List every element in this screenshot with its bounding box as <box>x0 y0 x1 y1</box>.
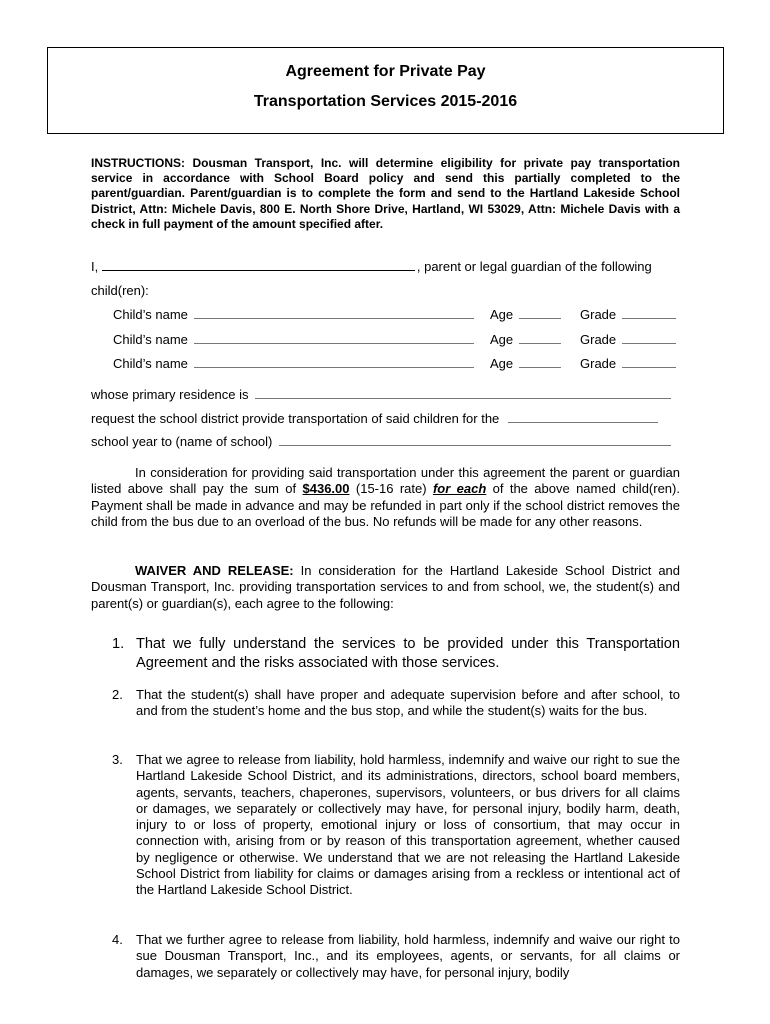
school-year-label: school year to (name of school) <box>91 434 273 449</box>
grade-label: Grade <box>580 332 617 347</box>
i-prefix: I, <box>91 259 99 274</box>
list-text: That we agree to release from liability, hold harmless, indemnify and waive our right to sue the Hartland Lakeside School District, and its administrations, directors, school board members, agents, servants, teachers, chaperones, supervisors, volunteers, or bus drivers for all claims or damages, we separately or collectively may have, for personal injury, bodily harm, death, injury to or loss of property, emotional injury or loss of consortium, that may occur in connection with, arising from or by reason of this transportation agreement, whether caused by negligence or otherwise. We understand that we are not releasing the Hartland Lakeside School District from liability for claims or damages arising from a reckless or intentional act of the Hartland Lakeside School District. <box>136 752 680 898</box>
list-number: 3. <box>112 752 123 767</box>
request-label: request the school district provide transportation of said children for the <box>91 411 500 426</box>
child-name-field-2[interactable] <box>194 331 474 344</box>
child-name-label: Child’s name <box>113 356 188 371</box>
age-label: Age <box>490 332 514 347</box>
list-item-2 <box>112 687 680 720</box>
school-name-field[interactable] <box>279 433 671 446</box>
grade-field-3[interactable] <box>622 355 676 368</box>
grade-group-2 <box>580 331 676 347</box>
age-group-1 <box>490 306 561 322</box>
page-subtitle: Transportation Services 2015-2016 <box>253 93 518 110</box>
title-box <box>47 47 724 134</box>
child-name-field-1[interactable] <box>194 306 474 319</box>
guardian-name-field[interactable] <box>102 258 415 271</box>
child-name-label: Child’s name <box>113 332 188 347</box>
consideration-text-3: of the above named child(ren). Payment shall be made in advance and may be refunded in part only if the school district removes the child from the bus due to an overload of the bus. No refunds will be made for any other reasons. <box>91 481 680 529</box>
age-field-1[interactable] <box>519 306 561 319</box>
school-year-field[interactable] <box>508 410 658 423</box>
list-number: 4. <box>112 932 123 947</box>
list-item-1 <box>112 635 680 672</box>
children-label: child(ren): <box>91 283 149 298</box>
consideration-text-2: (15-16 rate) <box>349 481 433 497</box>
age-group-2 <box>490 331 561 347</box>
list-text: That we further agree to release from liability, hold harmless, indemnify and waive our right to sue Dousman Transport, Inc., and its employees, agents, or servants, for all claims or damages, we separately or collectively may have, for personal injury, bodily <box>136 932 680 980</box>
age-group-3 <box>490 355 561 371</box>
child-row-2 <box>113 331 474 347</box>
request-line <box>91 410 658 426</box>
grade-group-3 <box>580 355 676 371</box>
grade-label: Grade <box>580 356 617 371</box>
consideration-text-1: In consideration for providing said transportation under this agreement the parent or guardian listed above shall pay the sum of <box>91 465 680 497</box>
list-number: 2. <box>112 687 123 702</box>
list-number: 1. <box>112 636 125 652</box>
age-field-2[interactable] <box>519 331 561 344</box>
page-title: Agreement for Private Pay <box>285 63 486 80</box>
age-field-3[interactable] <box>519 355 561 368</box>
residence-label: whose primary residence is <box>91 387 249 402</box>
child-row-1 <box>113 306 474 322</box>
consideration-paragraph <box>91 465 680 530</box>
grade-label: Grade <box>580 307 617 322</box>
waiver-paragraph <box>91 563 680 612</box>
guardian-suffix: , parent or legal guardian of the following <box>416 259 652 274</box>
list-text: That the student(s) shall have proper and adequate supervision before and after school, to and from the student’s home and the bus stop, and while the student(s) waits for the bus. <box>136 687 680 719</box>
list-item-4 <box>112 932 680 981</box>
child-row-3 <box>113 355 474 371</box>
residence-field[interactable] <box>255 386 671 399</box>
list-item-3 <box>112 752 680 899</box>
age-label: Age <box>490 356 514 371</box>
child-name-field-3[interactable] <box>194 355 474 368</box>
residence-line <box>91 386 671 402</box>
age-label: Age <box>490 307 514 322</box>
waiver-text: In consideration for the Hartland Lakeside School District and Dousman Transport, Inc. providing transportation services to and from school, we, the student(s) and parent(s) or guardian(s), each agree to the following: <box>91 563 681 611</box>
guardian-line <box>91 258 652 274</box>
waiver-heading: WAIVER AND RELEASE: <box>135 563 294 578</box>
list-text: That we fully understand the services to be provided under this Transportation Agreement and the risks associated with those services. <box>136 636 680 671</box>
grade-group-1 <box>580 306 676 322</box>
grade-field-1[interactable] <box>622 306 676 319</box>
child-name-label: Child’s name <box>113 307 188 322</box>
instructions-paragraph: INSTRUCTIONS: Dousman Transport, Inc. will determine eligibility for private pay transportation service in accordance with School Board policy and send this partially completed to the parent/guardian. Parent/guardian is to complete the form and send to the Hartland Lakeside School District, Attn: Michele Davis, 800 E. North Shore Drive, Hartland, WI 53029, Attn: Michele Davis with a check in full payment of the amount specified after. <box>91 156 680 231</box>
school-line <box>91 433 671 449</box>
grade-field-2[interactable] <box>622 331 676 344</box>
amount: $436.00 <box>302 481 350 497</box>
for-each-emphasis: for each <box>432 481 487 497</box>
